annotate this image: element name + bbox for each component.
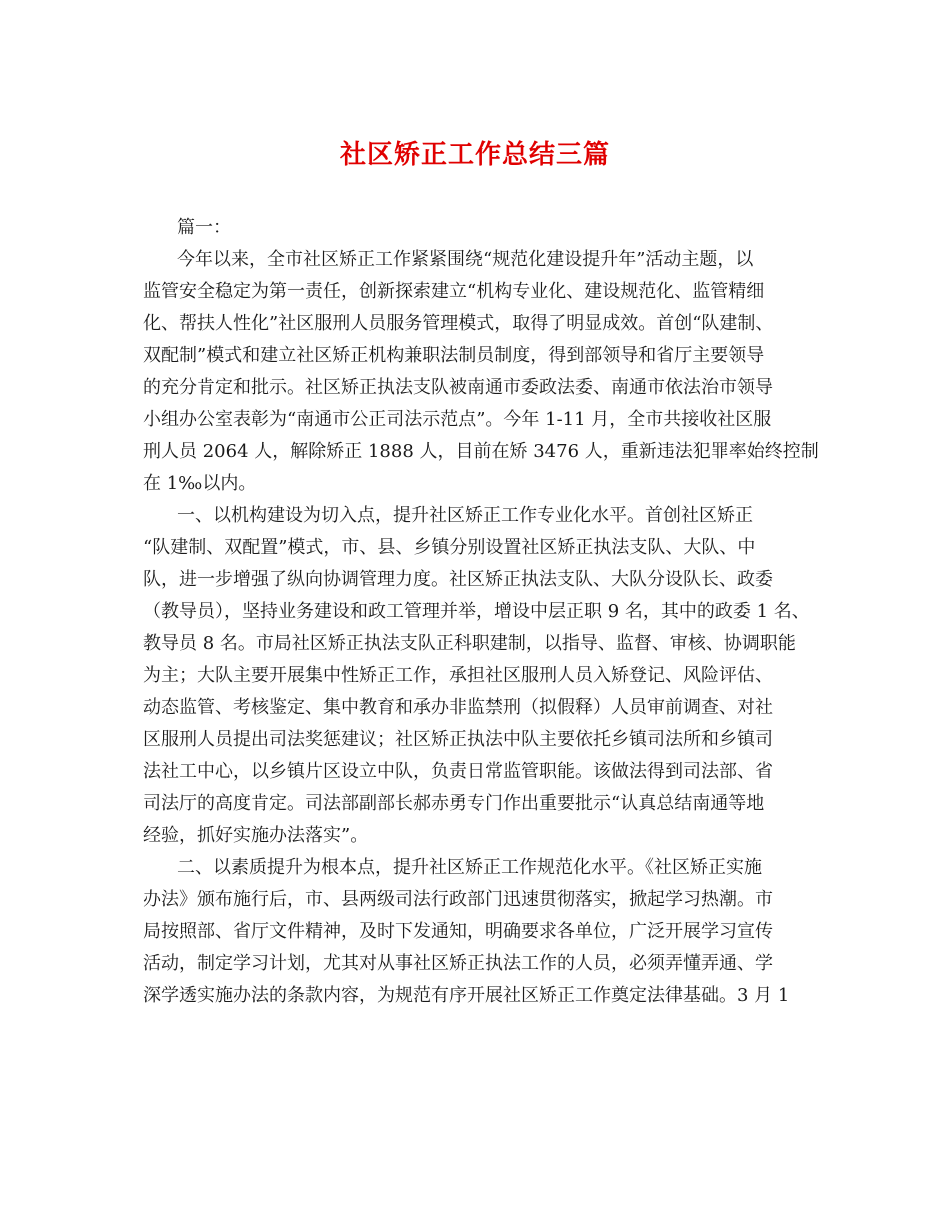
text-line: 刑人员 2064 人，解除矫正 1888 人，目前在矫 3476 人，重新违法犯罪率始终控制 xyxy=(143,441,819,462)
text-line: 化、帮扶人性化”社区服刑人员服务管理模式，取得了明显成效。首创“队建制、 xyxy=(143,313,774,334)
text-line: 小组办公室表彰为“南通市公正司法示范点”。今年 1-11 月，全市共接收社区服 xyxy=(143,409,772,430)
text-line: 区服刑人员提出司法奖惩建议；社区矫正执法中队主要依托乡镇司法所和乡镇司 xyxy=(143,729,773,750)
text-line: 深学透实施办法的条款内容，为规范有序开展社区矫正工作奠定法律基础。3 月 1 xyxy=(143,985,790,1006)
document-title: 社区矫正工作总结三篇 xyxy=(339,140,610,170)
text-line: 为主；大队主要开展集中性矫正工作，承担社区服刑人员入矫登记、风险评估、 xyxy=(143,665,773,686)
text-line: 二、以素质提升为根本点，提升社区矫正工作规范化水平。《社区矫正实施 xyxy=(177,857,762,878)
text-line: 监管安全稳定为第一责任，创新探索建立“机构专业化、建设规范化、监管精细 xyxy=(143,281,765,302)
text-line: 局按照部、省厅文件精神，及时下发通知，明确要求各单位，广泛开展学习宣传 xyxy=(143,921,773,942)
text-line: 一、以机构建设为切入点，提升社区矫正工作专业化水平。首创社区矫正 xyxy=(177,505,753,526)
text-line: 在 1‰以内。 xyxy=(143,473,257,494)
document-body xyxy=(143,212,833,1012)
text-line: 的充分肯定和批示。社区矫正执法支队被南通市委政法委、南通市依法治市领导 xyxy=(143,377,773,398)
text-line: 篇一： xyxy=(177,217,231,238)
text-line: 队，进一步增强了纵向协调管理力度。社区矫正执法支队、大队分设队长、政委 xyxy=(143,569,773,590)
text-line: 动态监管、考核鉴定、集中教育和承办非监禁刑（拟假释）人员审前调查、对社 xyxy=(143,697,773,718)
text-line: 司法厅的高度肯定。司法部副部长郝赤勇专门作出重要批示“认真总结南通等地 xyxy=(143,793,765,814)
text-line: “队建制、双配置”模式，市、县、乡镇分别设置社区矫正执法支队、大队、中 xyxy=(143,537,756,558)
text-line: 经验，抓好实施办法落实”。 xyxy=(143,825,369,846)
text-line: 法社工中心，以乡镇片区设立中队，负责日常监管职能。该做法得到司法部、省 xyxy=(143,761,773,782)
text-line: 活动，制定学习计划，尤其对从事社区矫正执法工作的人员，必须弄懂弄通、学 xyxy=(143,953,773,974)
text-line: 教导员 8 名。市局社区矫正执法支队正科职建制，以指导、监督、审核、协调职能 xyxy=(143,633,796,654)
text-line: 双配制”模式和建立社区矫正机构兼职法制员制度，得到部领导和省厅主要领导 xyxy=(143,345,765,366)
text-line: （教导员），坚持业务建设和政工管理并举，增设中层正职 9 名，其中的政委 1 名、 xyxy=(143,601,810,622)
text-line: 办法》颁布施行后，市、县两级司法行政部门迅速贯彻落实，掀起学习热潮。市 xyxy=(143,889,773,910)
text-line: 今年以来，全市社区矫正工作紧紧围绕“规范化建设提升年”活动主题，以 xyxy=(177,249,754,270)
